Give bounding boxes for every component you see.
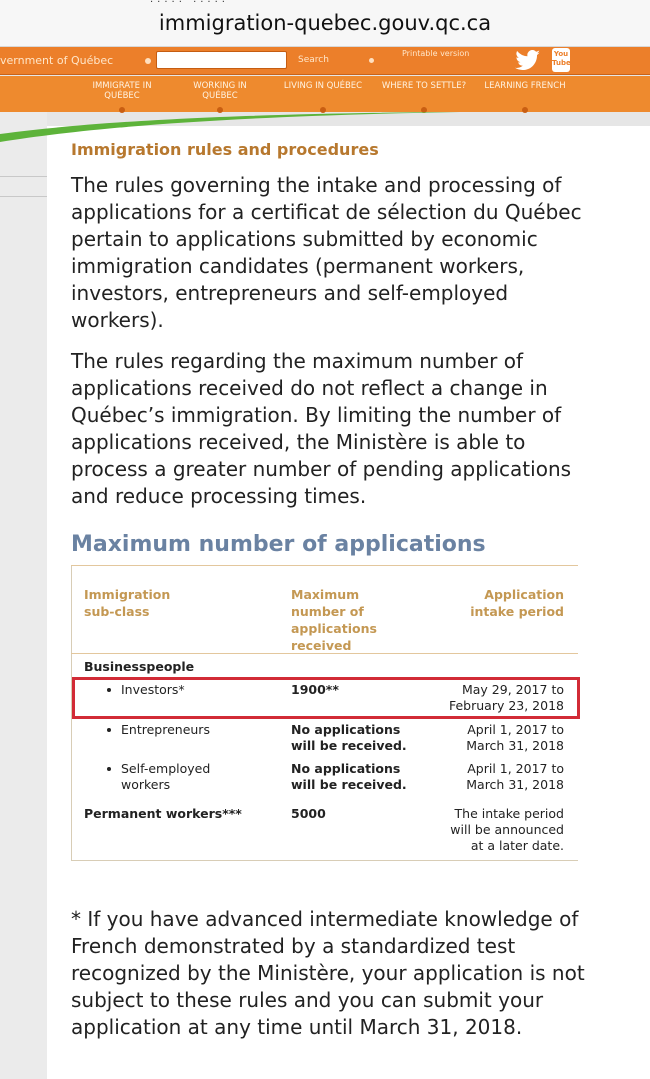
rules-paragraph: The rules regarding the maximum number of applications received do not reflect a change in Québec’s immigration. By limiting the number of applications received, the Ministère is able to process a greater number of pending applications and reduce processing times. (71, 349, 572, 508)
header-subclass: Immigration sub-class (84, 587, 171, 619)
row-subclass: Investors* (121, 682, 185, 697)
nav-item-immigrate[interactable]: IMMIGRATE IN QUÉBEC (92, 81, 152, 101)
row-subclass: Entrepreneurs (121, 722, 210, 737)
bullet-icon (145, 58, 151, 64)
nav-item-where-to-settle[interactable]: WHERE TO SETTLE? (381, 81, 467, 91)
group-label: Businesspeople (84, 659, 195, 674)
bullet-icon (107, 728, 111, 732)
header-period: Application intake period (470, 587, 564, 619)
left-sidebar (0, 112, 47, 1079)
section-title: Immigration rules and procedures (71, 140, 379, 159)
divider (0, 196, 47, 197)
nav-item-working[interactable]: WORKING IN QUÉBEC (193, 81, 247, 101)
nav-item-learning-french[interactable]: LEARNING FRENCH (484, 81, 566, 91)
row-maximum: 1900** (291, 682, 339, 697)
row-subclass: Self-employed workers (121, 761, 211, 792)
main-navigation (0, 76, 650, 112)
row-period: April 1, 2017 to March 31, 2018 (466, 722, 564, 753)
row-subclass: Permanent workers*** (84, 806, 242, 821)
intro-paragraph: The rules governing the intake and processing of applications for a certificat de sélection du Québec pertain to applications submitted by economic immigration candidates (permanent workers, investors, entrepreneurs and self-employed workers). (71, 173, 582, 332)
search-input[interactable] (156, 51, 287, 69)
government-label[interactable]: vernment of Québec (0, 54, 114, 67)
url-text[interactable]: immigration-quebec.gouv.qc.ca (158, 11, 492, 35)
row-maximum: No applications will be received. (291, 722, 407, 753)
footnote: * If you have advanced intermediate knowledge of French demonstrated by a standardized test recognized by the Ministère, your application is not subject to these rules and you can submit your application at any time until March 31, 2018. (71, 907, 585, 1039)
divider (0, 176, 47, 177)
youtube-icon[interactable]: You Tube (552, 48, 570, 72)
table-border (71, 565, 578, 566)
site-header (0, 47, 650, 75)
browser-address-bar[interactable] (0, 0, 650, 47)
bullet-icon (107, 767, 111, 771)
row-maximum: 5000 (291, 806, 326, 821)
twitter-icon[interactable] (515, 50, 541, 70)
row-maximum: No applications will be received. (291, 761, 407, 792)
highlight-box (72, 677, 580, 719)
row-period: May 29, 2017 to February 23, 2018 (448, 682, 564, 713)
bullet-icon (369, 58, 374, 63)
search-button[interactable]: Search (298, 55, 329, 65)
header-divider (71, 653, 578, 654)
table-title: Maximum number of applications (71, 532, 486, 557)
row-period: April 1, 2017 to March 31, 2018 (466, 761, 564, 792)
row-period: The intake period will be announced at a later date. (450, 806, 564, 853)
header-maximum: Maximum number of applications received (291, 587, 377, 653)
printable-version-link[interactable]: Printable version (402, 49, 470, 58)
nav-item-living[interactable]: LIVING IN QUÉBEC (283, 81, 363, 91)
clipped-status-text (150, 0, 350, 2)
